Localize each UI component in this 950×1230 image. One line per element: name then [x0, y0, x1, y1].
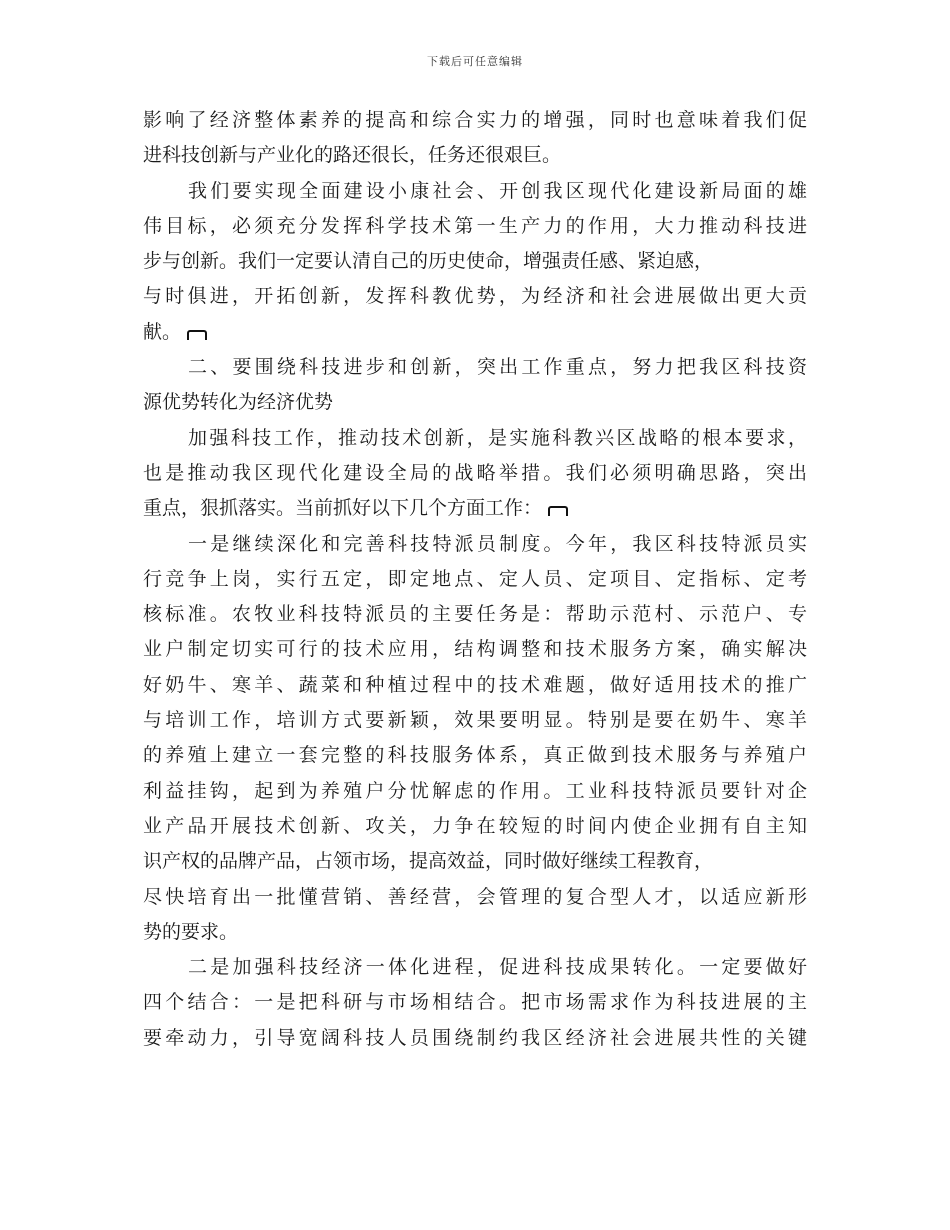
text-line [143, 668, 807, 703]
text-line-content: 利益挂钩，起到为养殖户分忧解虑的作用。工业科技特派员要针对企 [143, 779, 807, 802]
text-line-content: 献。 [143, 320, 182, 343]
text-line-content: 源优势转化为经济优势 [143, 391, 334, 414]
text-line-content: 四个结合：一是把科研与市场相结合。把市场需求作为科技进展的主 [143, 991, 807, 1014]
text-line [143, 1021, 807, 1056]
text-line [143, 632, 807, 667]
text-line-content: 重点，狠抓落实。当前抓好以下几个方面工作： [143, 497, 543, 520]
text-line-content: 的养殖上建立一套完整的科技服务体系，真正做到技术服务与养殖户 [143, 744, 807, 767]
text-line [143, 491, 807, 526]
text-line [143, 809, 807, 844]
text-line-content: 也是推动我区现代化建设全局的战略举措。我们必须明确思路，突出 [143, 461, 807, 484]
text-line [143, 350, 807, 385]
text-line-content: 行竞争上岗，实行五定，即定地点、定人员、定项目、定指标、定考 [143, 567, 807, 590]
text-line [143, 597, 807, 632]
text-line [143, 738, 807, 773]
text-line-content: 伟目标，必须充分发挥科学技术第一生产力的作用，大力推动科技进 [143, 214, 807, 237]
text-line [143, 279, 807, 314]
text-line [143, 421, 807, 456]
text-line-content: 要牵动力，引导宽阔科技人员围绕制约我区经济社会进展共性的关键 [143, 1026, 807, 1049]
text-line-content: 二是加强科技经济一体化进程，促进科技成果转化。一定要做好 [188, 956, 807, 979]
page-header: 下载后可任意编辑 [427, 55, 523, 68]
text-line [143, 315, 807, 350]
text-line-content: 尽快培育出一批懂营销、善经营，会管理的复合型人才，以适应新形 [143, 885, 807, 908]
text-line [143, 174, 807, 209]
text-line-content: 识产权的品牌产品，占领市场，提高效益，同时做好继续工程教育， [143, 850, 714, 873]
text-line [143, 527, 807, 562]
text-line-content: 一是继续深化和完善科技特派员制度。今年，我区科技特派员实 [188, 532, 807, 555]
text-line [143, 985, 807, 1020]
text-line-content: 我们要实现全面建设小康社会、开创我区现代化建设新局面的雄 [188, 179, 807, 202]
text-line [143, 703, 807, 738]
text-line [143, 103, 807, 138]
text-line [143, 138, 807, 173]
text-line-content: 与培训工作，培训方式要新颖，效果要明显。特别是要在奶牛、寒羊 [143, 709, 807, 732]
text-line-content: 二、要围绕科技进步和创新，突出工作重点，努力把我区科技资 [188, 356, 807, 379]
text-line-content: 进科技创新与产业化的路还很长，任务还很艰巨。 [143, 144, 562, 167]
text-line [143, 244, 807, 279]
text-line-content: 步与创新。我们一定要认清自己的历史使命，增强责任感、紧迫感， [143, 250, 714, 273]
text-line [143, 844, 807, 879]
text-line [143, 915, 807, 950]
text-line-content: 核标准。农牧业科技特派员的主要任务是：帮助示范村、示范户、专 [143, 603, 807, 626]
text-line-content: 势的要求。 [143, 920, 239, 943]
text-line [143, 456, 807, 491]
paragraph-mark-icon [548, 506, 568, 516]
text-line-content: 好奶牛、寒羊、蔬菜和种植过程中的技术难题，做好适用技术的推广 [143, 673, 807, 696]
text-line-content: 业产品开展技术创新、攻关，力争在较短的时间内使企业拥有自主知 [143, 814, 807, 837]
document-body [143, 103, 807, 1056]
text-line [143, 774, 807, 809]
text-line [143, 562, 807, 597]
text-line-content: 加强科技工作，推动技术创新，是实施科教兴区战略的根本要求， [188, 426, 807, 449]
text-line [143, 880, 807, 915]
text-line-content: 与时俱进，开拓创新，发挥科教优势，为经济和社会进展做出更大贡 [143, 285, 807, 308]
text-line [143, 385, 807, 420]
text-line-content: 影响了经济整体素养的提高和综合实力的增强，同时也意味着我们促 [143, 109, 807, 131]
text-line-content: 业户制定切实可行的技术应用，结构调整和技术服务方案，确实解决 [143, 638, 807, 661]
text-line [143, 950, 807, 985]
text-line [143, 209, 807, 244]
paragraph-mark-icon [187, 330, 207, 340]
